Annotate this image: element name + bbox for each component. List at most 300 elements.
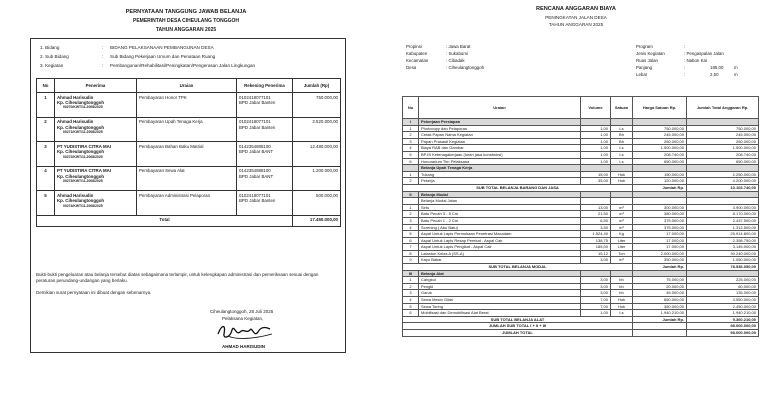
row-no: 5 bbox=[403, 231, 419, 238]
info-value: : Pengaspalan Jalan bbox=[684, 51, 724, 56]
info-value: : Sukabumi bbox=[446, 51, 468, 56]
account-bank: BPD Jabar BANT bbox=[239, 173, 274, 179]
row-jumlah: 4.550.000,00 bbox=[687, 297, 759, 304]
row-satuan: m³ bbox=[611, 204, 633, 211]
receipt-ref: 00272/KWT/11.2008/2025 bbox=[63, 154, 103, 159]
row-satuan: Hok bbox=[611, 303, 633, 310]
row-uraian: Pekerjaan Persiapan bbox=[419, 119, 581, 126]
row-jumlah: 3.900.000,00 bbox=[687, 204, 759, 211]
row-harga: 300.000,00 bbox=[633, 204, 687, 211]
row-satuan: bh bbox=[611, 277, 633, 284]
info-value: : Ciheulangtonggoh bbox=[446, 65, 485, 70]
payment-recipient bbox=[55, 166, 137, 191]
row-jumlah: 1.500.000,00 bbox=[687, 145, 759, 152]
payment-description: Pembayaran Administrasi Pelaporan bbox=[137, 191, 237, 216]
col-rekening: Rekening Penerima bbox=[237, 79, 293, 93]
row-harga: 750.000,00 bbox=[633, 125, 687, 132]
info-number: 185,00 bbox=[710, 65, 724, 70]
row-jumlah: 10.103.740,00 bbox=[687, 184, 759, 191]
row-empty bbox=[611, 191, 633, 198]
row-uraian: Kayu Bakar bbox=[419, 257, 581, 264]
info-value: : bbox=[684, 72, 686, 77]
payment-no: 5 bbox=[37, 191, 55, 216]
left-field-row bbox=[40, 63, 340, 70]
row-satuan: Ls bbox=[611, 125, 633, 132]
account-bank: BPD Jabar Banten bbox=[239, 99, 276, 105]
row-no: 1 bbox=[403, 171, 419, 178]
row-satuan: Hok bbox=[611, 297, 633, 304]
row-satuan: Hok bbox=[611, 171, 633, 178]
row-uraian: Belanja Alat bbox=[419, 270, 581, 277]
payment-amount: 1.200.000,00 bbox=[293, 166, 341, 191]
left-field-key: 1. Bidang bbox=[40, 45, 60, 50]
rab-col-uraian: Uraian bbox=[419, 97, 581, 119]
row-satuan: Liter bbox=[611, 244, 633, 251]
table-row bbox=[403, 257, 759, 264]
row-satuan: Hok bbox=[611, 178, 633, 185]
row-harga: 245.000,00 bbox=[633, 132, 687, 139]
row-uraian: Belanja Upah Tenaga Kerja bbox=[419, 165, 581, 172]
row-satuan: bh bbox=[611, 283, 633, 290]
table-row bbox=[403, 171, 759, 178]
left-payment-table bbox=[36, 78, 341, 227]
info-key: Kecamatan bbox=[406, 58, 429, 63]
row-empty bbox=[611, 119, 633, 126]
row-harga: 260.000,00 bbox=[633, 138, 687, 145]
info-value: : Cibadak bbox=[446, 58, 465, 63]
row-no: 8 bbox=[403, 250, 419, 257]
row-jumlah bbox=[687, 198, 759, 205]
info-key: Jenis Kegiatan bbox=[636, 51, 665, 56]
right-doc-title: RENCANA ANGGARAN BIAYA bbox=[536, 6, 616, 12]
table-row bbox=[403, 224, 759, 231]
rab-col-volume: Volume bbox=[581, 97, 611, 119]
col-penerima: Penerima bbox=[55, 79, 137, 93]
row-jumlah: 30.240.000,00 bbox=[687, 250, 759, 257]
payment-description: Pembayaran Sewa Alat bbox=[137, 166, 237, 191]
total-value: 17.450.000,00 bbox=[293, 215, 341, 226]
row-harga: Jumlah Rp. bbox=[633, 316, 687, 323]
row-uraian: Cetak Papan Nama Kegiatan bbox=[419, 132, 581, 139]
row-harga bbox=[633, 198, 687, 205]
info-key: Program bbox=[636, 44, 653, 49]
row-uraian: SUB TOTAL BELANJA BARANG DAN JASA bbox=[403, 184, 633, 191]
row-empty bbox=[581, 191, 611, 198]
row-jumlah: 245.000,00 bbox=[687, 132, 759, 139]
row-uraian: Sewa Toring bbox=[419, 303, 581, 310]
row-jumlah: 135.000,00 bbox=[687, 290, 759, 297]
row-no: 5 bbox=[403, 303, 419, 310]
row-uraian: BPJS Ketenagakerjaan (iuran jasa konstruksi) bbox=[419, 151, 581, 158]
row-jumlah: 650.000,00 bbox=[687, 158, 759, 165]
row-volume bbox=[581, 198, 611, 205]
table-row bbox=[403, 237, 759, 244]
row-empty bbox=[687, 191, 759, 198]
table-row bbox=[403, 145, 759, 152]
row-no bbox=[403, 165, 419, 172]
row-jumlah: 4.200.000,00 bbox=[687, 178, 759, 185]
recipient-place: Kp. Ciheulangtonggoh bbox=[57, 149, 105, 155]
rab-table bbox=[402, 96, 759, 337]
row-no: 7 bbox=[403, 244, 419, 251]
table-row bbox=[403, 178, 759, 185]
row-no: 3 bbox=[403, 217, 419, 224]
row-volume: 7,00 bbox=[581, 297, 611, 304]
row-satuan: Ls bbox=[611, 310, 633, 317]
row-empty bbox=[611, 165, 633, 172]
row-harga: 45.000,00 bbox=[633, 290, 687, 297]
section-row bbox=[403, 191, 759, 198]
row-harga: 20.000,00 bbox=[633, 283, 687, 290]
receipt-ref: 00273/KWT/11.2008/2025 bbox=[63, 179, 103, 184]
table-row bbox=[403, 277, 759, 284]
payment-recipient bbox=[55, 117, 137, 142]
row-uraian: JUMLAH SUB TOTAL I + II + III bbox=[403, 323, 633, 330]
row-empty bbox=[687, 270, 759, 277]
table-row bbox=[403, 132, 759, 139]
row-harga: 17.000,00 bbox=[633, 231, 687, 238]
left-field-colon: : bbox=[102, 63, 104, 68]
table-row bbox=[403, 303, 759, 310]
row-volume: 13,00 bbox=[581, 204, 611, 211]
row-satuan: bh bbox=[611, 290, 633, 297]
payment-description: Pembayaran Honor TPK bbox=[137, 93, 237, 118]
row-jumlah: 1.940.210,00 bbox=[687, 310, 759, 317]
table-row bbox=[403, 158, 759, 165]
row-harga: 1.940.210,00 bbox=[633, 310, 687, 317]
recipient-place: Kp. Ciheulangtonggoh bbox=[57, 99, 105, 105]
total-row bbox=[37, 215, 341, 226]
row-no: 1 bbox=[403, 204, 419, 211]
row-volume: 1.524,40 bbox=[581, 231, 611, 238]
info-value: : bbox=[684, 44, 686, 49]
payment-recipient bbox=[55, 191, 137, 216]
row-empty bbox=[611, 270, 633, 277]
row-uraian: Cangkul bbox=[419, 277, 581, 284]
right-doc-subtitle: PENINGKATAN JALAN DESA bbox=[545, 15, 607, 20]
section-row bbox=[403, 165, 759, 172]
row-jumlah: 2.250.000,00 bbox=[687, 171, 759, 178]
table-row bbox=[403, 151, 759, 158]
info-key: Lebar bbox=[636, 72, 648, 77]
row-no: 4 bbox=[403, 145, 419, 152]
recipient-name: Ahmad Harisudin bbox=[57, 192, 94, 198]
row-volume: 3,00 bbox=[581, 257, 611, 264]
account-number: 0102418077101 bbox=[239, 192, 271, 198]
left-doc-title: PERNYATAAN TANGGUNG JAWAB BELANJA bbox=[125, 9, 247, 15]
col-no: No bbox=[37, 79, 55, 93]
row-harga: 150.000,00 bbox=[633, 171, 687, 178]
row-uraian: Mobilisasi dan Demobilisasi Alat Berat bbox=[419, 310, 581, 317]
row-no: 1 bbox=[403, 277, 419, 284]
row-harga: 17.000,00 bbox=[633, 237, 687, 244]
rab-col-jumlah: Jumlah Total Anggaran Rp. bbox=[687, 97, 759, 119]
row-harga bbox=[633, 330, 687, 337]
row-harga: 380.000,00 bbox=[633, 211, 687, 218]
subtotal-row bbox=[403, 323, 759, 330]
row-volume: 35,00 bbox=[581, 178, 611, 185]
row-harga bbox=[633, 323, 687, 330]
row-uraian: Lataston Kelas A (SS-A) bbox=[419, 250, 581, 257]
row-satuan: Ls bbox=[611, 151, 633, 158]
row-harga: 120.000,00 bbox=[633, 178, 687, 185]
row-no: II bbox=[403, 191, 419, 198]
row-satuan: m³ bbox=[611, 224, 633, 231]
row-satuan: Kg bbox=[611, 231, 633, 238]
payment-description: Pembayaran Bahan Baku Matrial bbox=[137, 142, 237, 167]
left-field-value: Sub Bidang Pekerjaan Umum dan Penataan Ruang bbox=[110, 54, 216, 59]
recipient-place: Kp. Ciheulangtonggoh bbox=[57, 173, 105, 179]
subtotal-row bbox=[403, 184, 759, 191]
pertanggungjawaban-document bbox=[0, 0, 372, 401]
rab-document bbox=[384, 0, 768, 401]
account-number: 0142354888100 bbox=[239, 143, 271, 149]
row-jumlah: 1.050.000,00 bbox=[687, 257, 759, 264]
receipt-ref: 00274/KWT/11.2008/2025 bbox=[63, 203, 103, 208]
row-volume: 3,00 bbox=[581, 277, 611, 284]
account-number: 0102418077101 bbox=[239, 119, 271, 125]
row-empty bbox=[581, 119, 611, 126]
row-no: 2 bbox=[403, 178, 419, 185]
row-satuan: m³ bbox=[611, 257, 633, 264]
row-no bbox=[403, 198, 419, 205]
row-satuan bbox=[611, 198, 633, 205]
row-jumlah: 225.000,00 bbox=[687, 277, 759, 284]
left-signer-name: AHMAD HARISUDIN bbox=[222, 344, 265, 349]
info-value: : bbox=[684, 65, 686, 70]
table-row bbox=[403, 297, 759, 304]
table-row bbox=[37, 93, 341, 118]
rab-col-no: No bbox=[403, 97, 419, 119]
row-uraian: SUB TOTAL BELANJA MODAL bbox=[403, 264, 633, 271]
row-uraian: Sewa Mesin Gilas bbox=[419, 297, 581, 304]
left-field-key: 2. Sub Bidang bbox=[40, 54, 69, 59]
row-jumlah: 2.437.500,00 bbox=[687, 217, 759, 224]
left-closing-paragraph: Demikian surat pernyataan ini dibuat dengan sebenarnya. bbox=[36, 290, 152, 295]
row-volume: 1,00 bbox=[581, 310, 611, 317]
row-no: 4 bbox=[403, 297, 419, 304]
row-volume: 1,00 bbox=[581, 145, 611, 152]
table-row bbox=[403, 250, 759, 257]
left-field-colon: : bbox=[102, 45, 104, 50]
row-harga: 1.500.000,00 bbox=[633, 145, 687, 152]
row-satuan: Bh bbox=[611, 132, 633, 139]
info-unit: m bbox=[734, 65, 738, 70]
table-row bbox=[403, 211, 759, 218]
account-bank: BPD Jabar Banten bbox=[239, 198, 276, 204]
left-field-row bbox=[40, 54, 340, 61]
row-jumlah: 2.450.000,00 bbox=[687, 303, 759, 310]
row-uraian: Garuk bbox=[419, 290, 581, 297]
row-uraian: Papan Prasasti Kegiatan bbox=[419, 138, 581, 145]
row-uraian: Photocopy dan Pelaporan bbox=[419, 125, 581, 132]
row-volume: 3,50 bbox=[581, 224, 611, 231]
row-volume: 1,00 bbox=[581, 151, 611, 158]
row-uraian: Pengki bbox=[419, 283, 581, 290]
row-jumlah: 8.170.000,00 bbox=[687, 211, 759, 218]
row-satuan: Liter bbox=[611, 237, 633, 244]
payment-amount: 500.000,00 bbox=[293, 191, 341, 216]
row-volume: 138,75 bbox=[581, 237, 611, 244]
row-empty bbox=[687, 119, 759, 126]
payment-no: 4 bbox=[37, 166, 55, 191]
table-row bbox=[403, 204, 759, 211]
row-no: 6 bbox=[403, 310, 419, 317]
table-row bbox=[403, 198, 759, 205]
row-jumlah: 3.145.000,00 bbox=[687, 244, 759, 251]
row-jumlah: 60.000,00 bbox=[687, 283, 759, 290]
payment-recipient bbox=[55, 93, 137, 118]
row-jumlah: 9.360.210,00 bbox=[687, 316, 759, 323]
left-doc-org: PEMERINTAH DESA CIHEULANG TONGGOH bbox=[132, 18, 240, 24]
recipient-name: PT YUDISTIRA CITRA MAI bbox=[57, 168, 111, 174]
row-harga: 350.000,00 bbox=[633, 257, 687, 264]
table-row bbox=[403, 310, 759, 317]
account-number: 0102418077101 bbox=[239, 94, 271, 100]
receipt-ref: 00270/KWT/11.2008/2025 bbox=[63, 105, 103, 110]
row-empty bbox=[581, 165, 611, 172]
row-volume: 21,50 bbox=[581, 211, 611, 218]
signature-icon bbox=[214, 320, 278, 342]
row-jumlah: 2.358.750,00 bbox=[687, 237, 759, 244]
row-empty bbox=[581, 270, 611, 277]
row-harga: 2.000.000,00 bbox=[633, 250, 687, 257]
info-key: Propinsi bbox=[406, 44, 422, 49]
row-no: 4 bbox=[403, 224, 419, 231]
row-volume: 1,00 bbox=[581, 132, 611, 139]
row-no: 2 bbox=[403, 211, 419, 218]
row-empty bbox=[687, 165, 759, 172]
row-volume: 15,12 bbox=[581, 250, 611, 257]
row-satuan: Ls bbox=[611, 158, 633, 165]
row-no: I bbox=[403, 119, 419, 126]
row-satuan: m³ bbox=[611, 211, 633, 218]
row-volume: 1,00 bbox=[581, 138, 611, 145]
row-uraian: Aspal Untuk Lapis Permukaan Penetrasi Macadam bbox=[419, 231, 581, 238]
table-row bbox=[403, 231, 759, 238]
left-field-value: BIDANG PELAKSANAAN PEMBANGUNAN DESA bbox=[110, 45, 214, 50]
payment-account bbox=[237, 166, 293, 191]
row-uraian: JUMLAH TOTAL bbox=[403, 330, 633, 337]
row-harga: Jumlah Rp. bbox=[633, 264, 687, 271]
payment-amount: 2.520.000,00 bbox=[293, 117, 341, 142]
table-row bbox=[403, 283, 759, 290]
row-empty bbox=[633, 270, 687, 277]
row-uraian: Belanja Modal Jalan bbox=[419, 198, 581, 205]
row-no: 6 bbox=[403, 237, 419, 244]
row-harga: 350.000,00 bbox=[633, 303, 687, 310]
recipient-name: Ahmad Harisudin bbox=[57, 119, 94, 125]
row-jumlah: 1.312.500,00 bbox=[687, 224, 759, 231]
row-uraian: Aspal Untuk Lapis Pengikat - Aspal Cair bbox=[419, 244, 581, 251]
info-unit: m bbox=[734, 72, 738, 77]
row-uraian: Pekerja bbox=[419, 178, 581, 185]
table-row bbox=[37, 117, 341, 142]
subtotal-row bbox=[403, 316, 759, 323]
row-uraian: Honorarium Tim Pelaksana bbox=[419, 158, 581, 165]
row-uraian: SUB TOTAL BELANJA ALAT bbox=[403, 316, 633, 323]
payment-account bbox=[237, 93, 293, 118]
row-harga: 375.000,00 bbox=[633, 224, 687, 231]
payment-no: 2 bbox=[37, 117, 55, 142]
account-bank: BPD Jabar BANT bbox=[239, 149, 274, 155]
row-empty bbox=[633, 191, 687, 198]
recipient-name: Ahmad Harisudin bbox=[57, 94, 94, 100]
row-no: 3 bbox=[403, 290, 419, 297]
row-jumlah: 260.000,00 bbox=[687, 138, 759, 145]
payment-amount: 750.000,00 bbox=[293, 93, 341, 118]
payment-account bbox=[237, 142, 293, 167]
row-satuan: Ton bbox=[611, 250, 633, 257]
table-row bbox=[403, 290, 759, 297]
recipient-place: Kp. Ciheulangtonggoh bbox=[57, 198, 105, 204]
row-jumlah: 750.000,00 bbox=[687, 125, 759, 132]
row-jumlah: 78.536.050,00 bbox=[687, 264, 759, 271]
row-uraian: Batu Pecah 1 - 2 Cm bbox=[419, 217, 581, 224]
row-no: 2 bbox=[403, 283, 419, 290]
table-row bbox=[37, 191, 341, 216]
col-uraian: Uraian bbox=[137, 79, 237, 93]
left-field-row bbox=[40, 45, 340, 52]
row-jumlah: 25.914.800,00 bbox=[687, 231, 759, 238]
left-field-value: Pembangunan/Rehabilitasi/Peningkatan/Pengerasan Jalan Lingkungan bbox=[110, 63, 256, 68]
account-bank: BPD Jabar Banten bbox=[239, 124, 276, 130]
row-volume: 6,50 bbox=[581, 217, 611, 224]
info-value: : Nabon Kai bbox=[684, 58, 707, 63]
row-no: 3 bbox=[403, 138, 419, 145]
info-key: Kabupaten bbox=[406, 51, 428, 56]
subtotal-row bbox=[403, 330, 759, 337]
row-harga: 75.000,00 bbox=[633, 277, 687, 284]
payment-account bbox=[237, 117, 293, 142]
row-volume: 3,00 bbox=[581, 283, 611, 290]
info-key: Desa bbox=[406, 65, 417, 70]
row-no: 5 bbox=[403, 151, 419, 158]
payment-recipient bbox=[55, 142, 137, 167]
row-volume: 1,00 bbox=[581, 158, 611, 165]
payment-account bbox=[237, 191, 293, 216]
left-signer-role: Pelaksana Kegiatan, bbox=[222, 316, 264, 321]
payment-no: 3 bbox=[37, 142, 55, 167]
row-harga: 208.740,00 bbox=[633, 151, 687, 158]
row-volume: 15,00 bbox=[581, 171, 611, 178]
row-volume: 3,00 bbox=[581, 290, 611, 297]
table-row bbox=[403, 138, 759, 145]
rab-table-header bbox=[403, 97, 759, 119]
row-harga: Jumlah Rp. bbox=[633, 184, 687, 191]
row-uraian: Tukang bbox=[419, 171, 581, 178]
row-jumlah: 98.000.000,00 bbox=[687, 330, 759, 337]
row-harga: 650.000,00 bbox=[633, 158, 687, 165]
row-uraian: Aspal Untuk Lapis Resap Perekat - Aspal Cair bbox=[419, 237, 581, 244]
left-field-colon: : bbox=[102, 54, 104, 59]
rab-col-satuan: Satuan bbox=[611, 97, 633, 119]
left-field-key: 3. Kegiatan bbox=[40, 63, 64, 68]
receipt-ref: 00271/KWT/11.2008/2025 bbox=[63, 129, 103, 134]
row-no: 9 bbox=[403, 257, 419, 264]
row-uraian: Sirtu bbox=[419, 204, 581, 211]
payment-no: 1 bbox=[37, 93, 55, 118]
row-harga: 17.000,00 bbox=[633, 244, 687, 251]
row-uraian: Belanja Modal bbox=[419, 191, 581, 198]
row-volume: 185,00 bbox=[581, 244, 611, 251]
subtotal-row bbox=[403, 264, 759, 271]
row-volume: 1,00 bbox=[581, 125, 611, 132]
row-satuan: Ls bbox=[611, 145, 633, 152]
rab-col-harga: Harga Satuan Rp. bbox=[633, 97, 687, 119]
row-volume: 7,00 bbox=[581, 303, 611, 310]
recipient-place: Kp. Ciheulangtonggoh bbox=[57, 124, 105, 130]
